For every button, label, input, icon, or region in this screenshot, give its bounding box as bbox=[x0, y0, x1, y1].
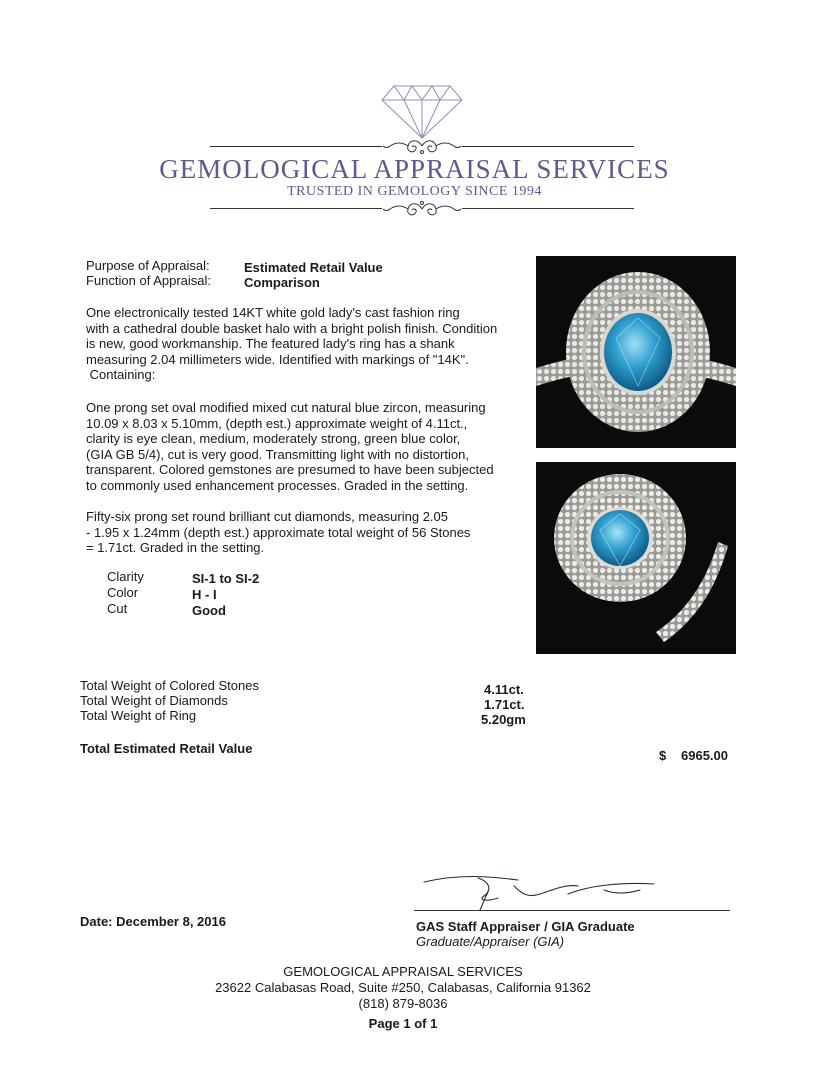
appraiser-subtitle: Graduate/Appraiser (GIA) bbox=[416, 934, 565, 949]
footer-phone: (818) 879-8036 bbox=[358, 996, 448, 1011]
ring-photo-top bbox=[536, 256, 736, 448]
ring-description bbox=[86, 305, 516, 383]
description-line: with a cathedral double basket halo with a bright polish finish. Condition bbox=[86, 320, 498, 336]
signature-line bbox=[414, 910, 730, 911]
clarity-label: Clarity bbox=[107, 569, 144, 584]
description-line: to commonly used enhancement processes. Graded in the setting. bbox=[86, 477, 469, 493]
total-diamonds-label: Total Weight of Diamonds bbox=[80, 693, 228, 708]
color-label: Color bbox=[107, 585, 139, 600]
description-line: transparent. Colored gemstones are presumed to have been subjected bbox=[86, 462, 494, 478]
header-rule-top bbox=[210, 146, 382, 147]
color-value: H - I bbox=[192, 587, 217, 602]
diamonds-description bbox=[86, 509, 516, 556]
header-rule-top bbox=[462, 146, 634, 147]
description-line: Fifty-six prong set round brilliant cut diamonds, measuring 2.05 bbox=[86, 509, 449, 524]
description-line: 10.09 x 8.03 x 5.10mm, (depth est.) approximate weight of 4.11ct., bbox=[86, 415, 468, 431]
zircon-description bbox=[86, 400, 516, 494]
function-label: Function of Appraisal: bbox=[86, 273, 212, 288]
total-colored-stones-value: 4.11ct. bbox=[484, 682, 524, 697]
header-rule-bottom bbox=[462, 208, 634, 209]
purpose-label: Purpose of Appraisal: bbox=[86, 258, 210, 273]
description-line: - 1.95 x 1.24mm (depth est.) approximate total weight of 56 Stones bbox=[86, 524, 471, 540]
clarity-value: SI-1 to SI-2 bbox=[192, 571, 260, 586]
company-tagline: TRUSTED IN GEMOLOGY SINCE 1994 bbox=[287, 184, 542, 199]
total-retail-value-label: Total Estimated Retail Value bbox=[80, 741, 253, 756]
total-ring-weight-label: Total Weight of Ring bbox=[80, 708, 197, 723]
function-value: Comparison bbox=[244, 275, 320, 290]
footer-company-name: GEMOLOGICAL APPRAISAL SERVICES bbox=[283, 964, 523, 979]
description-line: = 1.71ct. Graded in the setting. bbox=[86, 540, 265, 556]
company-name-heading: GEMOLOGICAL APPRAISAL SERVICES bbox=[159, 154, 670, 184]
purpose-value: Estimated Retail Value bbox=[244, 260, 383, 275]
total-colored-stones-label: Total Weight of Colored Stones bbox=[80, 678, 259, 693]
appraisal-date: Date: December 8, 2016 bbox=[80, 914, 226, 929]
ring-photo-side bbox=[536, 462, 736, 654]
cut-label: Cut bbox=[107, 601, 128, 616]
description-line: Containing: bbox=[86, 367, 156, 383]
ring-top-view-image bbox=[536, 256, 736, 448]
total-ring-weight-value: 5.20gm bbox=[481, 712, 526, 727]
total-retail-value: 6965.00 bbox=[681, 748, 728, 763]
total-diamonds-value: 1.71ct. bbox=[484, 697, 525, 712]
description-line: One prong set oval modified mixed cut natural blue zircon, measuring bbox=[86, 400, 486, 415]
diamond-logo-icon bbox=[380, 84, 464, 140]
page-number: Page 1 of 1 bbox=[368, 1016, 438, 1031]
appraiser-signature-icon bbox=[418, 868, 658, 914]
cut-value: Good bbox=[192, 603, 226, 618]
currency-symbol: $ bbox=[659, 748, 667, 763]
description-line: measuring 2.04 millimeters wide. Identified with markings of "14K". bbox=[86, 351, 469, 367]
scroll-ornament-icon bbox=[382, 198, 462, 220]
ring-angle-view-image bbox=[536, 462, 736, 654]
description-line: One electronically tested 14KT white gold lady's cast fashion ring bbox=[86, 305, 460, 320]
footer-address: 23622 Calabasas Road, Suite #250, Calabasas, California 91362 bbox=[215, 980, 591, 995]
header-rule-bottom bbox=[210, 208, 382, 209]
appraiser-title: GAS Staff Appraiser / GIA Graduate bbox=[416, 919, 635, 934]
description-line: (GIA GB 5/4), cut is very good. Transmitting light with no distortion, bbox=[86, 446, 469, 462]
description-line: is new, good workmanship. The featured lady's ring has a shank bbox=[86, 336, 455, 352]
description-line: clarity is eye clean, medium, moderately strong, green blue color, bbox=[86, 431, 461, 447]
